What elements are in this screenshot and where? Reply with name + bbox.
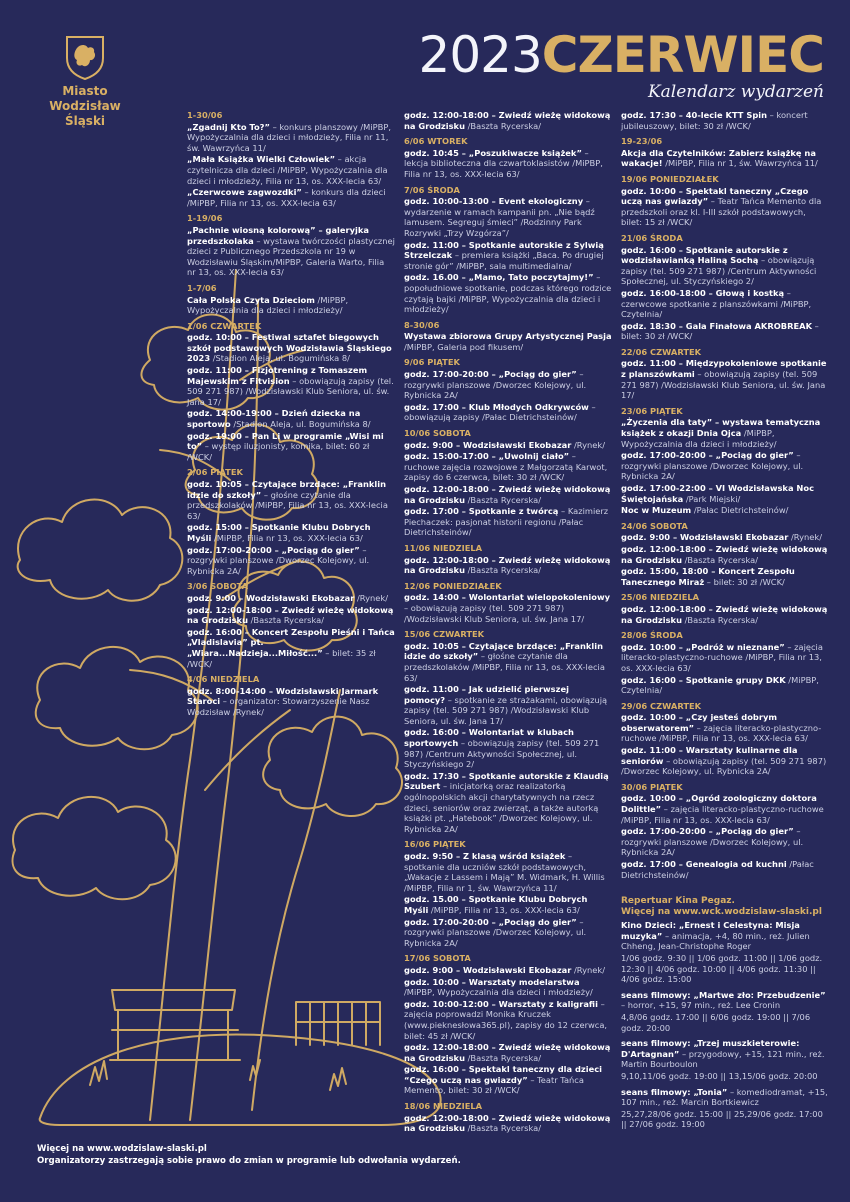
footer-link[interactable]: Więcej na www.wodzislaw-slaski.pl xyxy=(37,1144,207,1154)
event-item xyxy=(404,196,612,238)
event-title: godz. 10:05 – Czytające brzdące: „Franklin idzie do szkoły” xyxy=(187,479,386,500)
event-item xyxy=(187,187,395,208)
event-description: – Teatr Tańca Memento, bilet: 30 zł /WCK/ xyxy=(404,1074,584,1096)
event-item xyxy=(187,295,395,316)
city-name-line1: Miasto xyxy=(62,84,108,98)
page-subtitle: Kalendarz wydarzeń xyxy=(647,82,824,102)
tree-trunk xyxy=(252,690,340,1110)
event-title: godz. 8:00-14:00 – Wodzisławski Jarmark Staroci xyxy=(187,685,379,707)
cinema-item xyxy=(621,920,829,985)
event-day xyxy=(404,428,612,538)
event-day xyxy=(621,782,829,880)
event-item xyxy=(187,154,395,186)
event-description: /MiPBP, Filia nr 13, os. XXX-lecia 63/ xyxy=(211,532,363,543)
event-date-heading: 24/06 SOBOTA xyxy=(621,520,688,531)
event-title: Noc w Muzeum xyxy=(621,505,692,516)
foliage xyxy=(18,500,183,601)
film-showtimes: 9,10,11/06 godz. 19:00 || 13,15/06 godz. 20:00 xyxy=(621,1070,818,1081)
event-description: – zajęcia literacko-plastyczno-ruchowe /MiPBP, Filia nr 13, os. XXX-lecia 63/ xyxy=(621,641,823,673)
event-date-heading: 1-30/06 xyxy=(187,110,223,120)
event-day xyxy=(187,321,395,463)
event-item xyxy=(404,727,612,769)
event-item xyxy=(404,894,612,915)
event-day xyxy=(404,1101,612,1134)
event-day xyxy=(621,406,829,516)
event-date-heading: 19/06 PONIEDZIAŁEK xyxy=(621,173,719,184)
event-title: godz. 11:00 – Warsztaty kulinarne dla seniorów xyxy=(621,745,798,766)
event-title: godz. 16:00 – Koncert Zespołu Pieśni i Tańca „Vladislavia” pt. „Wiara...Nadzieja...Miłość...” xyxy=(187,626,395,658)
event-description: – czerwcowe spotkanie z planszówkami /MiPBP, Czytelnia/ xyxy=(621,287,812,320)
event-item xyxy=(404,965,612,976)
event-item xyxy=(187,593,395,604)
event-description: – Kazimierz Piechaczek: pasjonat historii regionu /Pałac Dietrichsteinów/ xyxy=(404,506,609,538)
event-description: /MiPBP, Wypożyczalnia dla dzieci i młodzieży/ xyxy=(621,428,777,449)
event-description: – rozgrywki planszowe /Dworzec Kolejowy, ul. Rybnicka 2A/ xyxy=(621,826,804,858)
event-description: /Rynek/ xyxy=(571,964,605,975)
event-day xyxy=(404,543,612,576)
event-title: godz. 11:00 – Jak udzielić pierwszej pomocy? xyxy=(404,684,569,705)
poster-header xyxy=(419,26,824,102)
foliage xyxy=(36,647,198,749)
event-day xyxy=(621,592,829,625)
event-description: /MiPBP, Filia nr 13, os. XXX-lecia 63/ xyxy=(428,904,580,915)
poster-footer xyxy=(37,1143,461,1167)
event-title: godz. 16:00 – Spotkanie grupy DKK xyxy=(621,674,786,685)
event-date-heading: 1-19/06 xyxy=(187,213,223,224)
cinema-film xyxy=(621,1087,829,1108)
event-item xyxy=(621,604,829,625)
event-title: Wystawa zbiorowa Grupy Artystycznej Pasja xyxy=(404,331,612,342)
event-description: /Rynek/ xyxy=(571,439,605,450)
event-item xyxy=(621,745,829,777)
cinema-item xyxy=(621,1038,829,1081)
event-item xyxy=(404,641,612,683)
event-day xyxy=(621,136,829,169)
event-description: – spotkanie ze strażakami, obowiązują zapisy (tel. 509 271 987) /Wodzisławski Klub Seniora, ul. św. Jana 17/ xyxy=(404,694,608,726)
event-item xyxy=(621,566,829,587)
event-day xyxy=(404,581,612,624)
event-day xyxy=(404,185,612,315)
event-title: godz. 9:50 – Z klasą wśród książek xyxy=(404,851,566,861)
event-title: godz. 15:00, 18:00 – Koncert Zespołu Tanecznego Miraż xyxy=(621,566,795,587)
event-title: godz. 12:00-18:00 – Zwiedź wieżę widokową na Grodzisku xyxy=(404,110,611,131)
event-day xyxy=(187,674,395,717)
event-item xyxy=(621,712,829,744)
event-item xyxy=(187,408,395,429)
event-description: – występ iluzjonisty, komika, bilet: 60 zł /WCK/ xyxy=(187,441,370,462)
event-description: – obowiązują zapisy /Pałac Dietrichsteinów/ xyxy=(404,401,596,423)
event-item xyxy=(187,225,395,278)
event-description: – zajęcia poprowadzi Monika Kruczek (www.pieknesłowa365.pl), zapisy do 12 czerwca, bilet: 45 zł /WCK/ xyxy=(404,998,608,1041)
event-description: /Park Miejski/ xyxy=(683,493,741,504)
event-title: godz. 10:00-13:00 – Event ekologiczny xyxy=(404,196,584,207)
event-item xyxy=(404,402,612,423)
event-title: godz. 17:00-20:00 – „Pociąg do gier” xyxy=(404,916,577,927)
event-item xyxy=(404,484,612,505)
cinema-link[interactable]: Więcej na www.wck.wodzislaw-slaski.pl xyxy=(621,907,822,918)
event-title: godz. 16:00 – Spektakl taneczny dla dzieci “Czego uczą nas gwiazdy” xyxy=(404,1064,602,1085)
event-item xyxy=(621,417,829,449)
film-title: seans filmowy: „Martwe zło: Przebudzenie” xyxy=(621,989,826,1000)
event-description: – obowiązują zapisy (tel. 509 271 987) /Wodzisławski Klub Seniora, ul. św. Jana 17/ xyxy=(404,602,585,624)
event-description: – bilet: 30 zł /WCK/ xyxy=(621,320,819,342)
event-item xyxy=(187,522,395,543)
event-title: godz. 10:00-12:00 – Warsztaty z kaligrafii xyxy=(404,998,598,1009)
event-title: godz. 15:00 – Spotkanie Klubu Dobrych Myśli xyxy=(187,522,371,543)
event-title: „Czerwcowe zagwozdki” xyxy=(187,187,302,198)
event-day xyxy=(404,110,612,131)
event-title: godz. 10:45 – „Poszukiwacze książek” xyxy=(404,147,582,158)
event-day xyxy=(187,213,395,278)
event-item xyxy=(187,431,395,463)
event-item xyxy=(404,555,612,576)
event-item xyxy=(404,1042,612,1063)
event-description: /MiPBP, Wypożyczalnia dla dzieci i młodzieży/ xyxy=(404,987,593,998)
event-description: – zajęcia literacko-plastyczno-ruchowe /MiPBP, Filia nr 13, os. XXX-lecia 63/ xyxy=(621,722,822,744)
event-item xyxy=(187,627,395,669)
event-title: godz. 14:00 – Wolontariat wielopokoleniowy xyxy=(404,592,611,603)
event-item xyxy=(187,122,395,154)
event-item xyxy=(404,506,612,538)
event-day xyxy=(187,110,395,208)
event-title: godz. 10:00 – „Podróż w nieznane” xyxy=(621,641,785,652)
event-date-heading: 12/06 PONIEDZIAŁEK xyxy=(404,580,502,591)
footer-disclaimer: Organizatorzy zastrzegają sobie prawo do zmian w programie lub odwołania wydarzeń. xyxy=(37,1156,461,1166)
event-date-heading: 6/06 WTOREK xyxy=(404,136,468,147)
event-description: – ruchowe zajęcia rozwojowe z Małgorzatą Karwot, zapisy do 6 czerwca, bilet: 30 zł /WCK/ xyxy=(404,451,608,483)
event-title: godz. 15:00-17:00 – „Uwolnij ciało” xyxy=(404,451,570,462)
event-item xyxy=(404,110,612,131)
event-date-heading: 1/06 CZWARTEK xyxy=(187,320,262,331)
event-item xyxy=(621,505,829,516)
events-column-3-list xyxy=(621,110,829,880)
event-title: godz. 11:00 – Międzypokoleniowe spotkanie z planszówkami xyxy=(621,358,827,380)
cinema-section xyxy=(621,896,829,1130)
event-title: godz. 12:00-18:00 – Zwiedź wieżę widokową na Grodzisku xyxy=(404,554,611,576)
event-title: „Zgadnij Kto To?” xyxy=(187,121,270,132)
event-title: „Życzenia dla taty” – wystawa tematyczna książek z okazji Dnia Ojca xyxy=(621,417,821,439)
cinema-film xyxy=(621,990,829,1011)
event-item xyxy=(404,592,612,624)
event-description: /MiPBP, Wypożyczalnia dla dzieci i młodzieży/ xyxy=(187,294,349,316)
event-title: godz. 9:00 – Wodzisławski Ekobazar xyxy=(404,964,572,975)
event-item xyxy=(621,245,829,287)
event-title: godz. 16:00-18:00 – Głową i kostką xyxy=(621,287,785,298)
event-day xyxy=(404,839,612,948)
event-item xyxy=(621,642,829,674)
event-title: godz. 17:30 – 40-lecie KTT Spin xyxy=(621,110,768,120)
event-day xyxy=(187,283,395,316)
event-title: godz. 12:00-18:00 – Zwiedź wieżę widokową na Grodzisku xyxy=(404,1112,611,1134)
city-crest-icon xyxy=(64,34,106,80)
event-description: – akcja czytelnicza dla dzieci /MiPBP, Wypożyczalnia dla dzieci i młodzieży, Filia nr 13, os. XXX-lecia 63/ xyxy=(187,154,388,186)
event-description: /Rynek/ xyxy=(354,592,388,603)
event-date-heading: 4/06 NIEDZIELA xyxy=(187,674,260,685)
event-item xyxy=(404,977,612,998)
event-description: /MiPBP, Galeria pod fikusem/ xyxy=(404,341,524,352)
event-date-heading: 9/06 PIĄTEK xyxy=(404,357,460,368)
event-item xyxy=(187,479,395,521)
event-title: godz. 10:00 – Festiwal sztafet biegowych szkół podstawowych Wodzisławia Śląskiego 2023 xyxy=(187,332,392,364)
event-title: godz. 10:00 – Spektakl taneczny „Czego uczą nas gwiazdy” xyxy=(621,185,809,207)
event-description: – popołudniowe spotkanie, podczas którego rodzice czytają bajki /MiPBP, Wypożyczalnia dla dzieci i młodzieży/ xyxy=(404,272,612,315)
event-description: /Rynek/ xyxy=(788,532,822,543)
event-description: /Baszta Rycerska/ xyxy=(464,494,542,505)
event-date-heading: 30/06 PIĄTEK xyxy=(621,781,683,792)
event-title: Cała Polska Czyta Dzieciom xyxy=(187,294,315,305)
event-description: /Baszta Rycerska/ xyxy=(247,615,325,626)
event-date-heading: 1-7/06 xyxy=(187,282,217,293)
cinema-item xyxy=(621,990,829,1033)
event-description: /Baszta Rycerska/ xyxy=(464,1123,542,1134)
event-item xyxy=(404,771,612,835)
event-date-heading: 17/06 SOBOTA xyxy=(404,953,471,964)
event-description: – bilet: 30 zł /WCK/ xyxy=(704,576,785,587)
event-item xyxy=(404,999,612,1041)
event-title: godz. 16.00 – „Mamo, Tato poczytajmy!” xyxy=(404,272,594,283)
event-item xyxy=(621,186,829,228)
event-day xyxy=(621,110,829,131)
event-day xyxy=(404,136,612,179)
event-item xyxy=(621,110,829,131)
event-item xyxy=(621,826,829,858)
events-column-1 xyxy=(187,110,395,722)
event-date-heading: 25/06 NIEDZIELA xyxy=(621,592,700,603)
event-description: – koncert jubileuszowy, bilet: 30 zł /WCK/ xyxy=(621,110,808,131)
event-description: – głośne czytanie dla przedszkolaków /MiPBP, Filia nr 13, os. XXX-lecia 63/ xyxy=(404,651,605,683)
event-title: godz. 9:00 – Wodzisławski Ekobazar xyxy=(621,532,789,543)
event-date-heading: 3/06 SOBOTA xyxy=(187,581,249,592)
event-item xyxy=(621,532,829,543)
event-date-heading: 8-30/06 xyxy=(404,319,440,330)
event-description: /Pałac Dietrichsteinów/ xyxy=(621,859,814,880)
event-day xyxy=(621,347,829,401)
event-title: godz. 16:00 – Spotkanie autorskie z wodzisławianką Haliną Sochą xyxy=(621,244,788,266)
event-date-heading: 15/06 CZWARTEK xyxy=(404,629,485,640)
event-date-heading: 10/06 SOBOTA xyxy=(404,428,471,439)
film-title: Kino Dzieci: „Ernest i Celestyna: Misja muzyka” xyxy=(621,920,800,941)
cinema-item xyxy=(621,1087,829,1130)
event-title: godz. 12:00-18:00 – Zwiedź wieżę widokową na Grodzisku xyxy=(621,603,828,625)
event-title: godz. 14:00-19:00 – Dzień dziecka na sportowo xyxy=(187,408,361,430)
event-date-heading: 18/06 NIEDZIELA xyxy=(404,1101,483,1112)
event-item xyxy=(621,288,829,320)
event-title: „Pachnie wiosną kolorową” – galeryjka przedszkolaka xyxy=(187,224,369,246)
event-title: Akcja dla Czytelników: Zabierz książkę na wakacje! xyxy=(621,147,816,169)
event-day xyxy=(187,467,395,576)
event-title: godz. 15.00 – Spotkanie Klubu Dobrych Myśli xyxy=(404,894,588,915)
event-title: godz. 12:00-18:00 – Zwiedź wieżę widokową na Grodzisku xyxy=(187,604,394,626)
film-description: – przygodowy, +15, 121 min., reż. Martin Bourboulon xyxy=(621,1048,825,1070)
event-title: godz. 10:00 – Warsztaty modelarstwa xyxy=(404,976,580,987)
grass xyxy=(90,1060,346,1090)
title-month: CZERWIEC xyxy=(541,26,824,84)
event-item xyxy=(404,917,612,949)
event-item xyxy=(404,684,612,726)
event-date-heading: 2/06 PIĄTEK xyxy=(187,467,243,478)
event-title: „Mała Książka Wielki Człowiek” xyxy=(187,154,336,165)
foliage xyxy=(13,797,176,899)
event-date-heading: 7/06 ŚRODA xyxy=(404,184,460,195)
event-description: – rozgrywki planszowe /Dworzec Kolejowy, ul. Rybnicka 2A/ xyxy=(621,450,804,482)
event-item xyxy=(404,440,612,451)
event-title: godz. 18:30 – Gala Finałowa AKROBREAK xyxy=(621,320,812,331)
event-title: godz. 12:00-18:00 – Zwiedź wieżę widokową na Grodzisku xyxy=(404,484,611,505)
event-item xyxy=(404,851,612,893)
cinema-film xyxy=(621,1038,829,1070)
title-year: 2023 xyxy=(418,26,542,84)
event-title: godz. 12:00-18:00 – Zwiedź wieżę widokową na Grodzisku xyxy=(404,1042,611,1063)
bench xyxy=(110,990,240,1060)
event-day xyxy=(404,629,612,834)
event-item xyxy=(404,331,612,352)
event-description: /MiPBP, Filia nr 1, św. Wawrzyńca 11/ xyxy=(662,158,818,169)
event-description: – obowiązują zapisy (tel. 509 271 987) /Wodzisławski Klub Seniora, ul. św. Jana 17/ xyxy=(621,369,826,401)
event-day xyxy=(621,521,829,588)
event-day xyxy=(621,233,829,342)
event-item xyxy=(404,148,612,180)
film-showtimes: 4,8/06 godz. 17:00 || 6/06 godz. 19:00 || 7/06 godz. 20:00 xyxy=(621,1011,811,1033)
event-title: godz. 17:00-22:00 – VI Wodzisławska Noc Świętojańska xyxy=(621,483,814,504)
event-description: /Baszta Rycerska/ xyxy=(464,1052,542,1063)
event-description: /Baszta Rycerska/ xyxy=(464,120,542,131)
event-description: – zajęcia literacko-plastyczno-ruchowe /MiPBP, Filia nr 13, os. XXX-lecia 63/ xyxy=(621,804,824,825)
event-title: godz. 10:00 – „Ogród zoologiczny doktora Dolittle” xyxy=(621,793,817,815)
event-item xyxy=(187,686,395,718)
event-description: – obowiązują zapisy (tel. 509 271 987) /Centrum Aktywności Społecznej, ul. Styczyńskiego 2/ xyxy=(404,738,600,770)
event-day xyxy=(621,174,829,228)
event-item xyxy=(404,451,612,483)
event-day xyxy=(404,357,612,423)
event-day xyxy=(404,320,612,353)
film-title: seans filmowy: „Trzej muszkieterowie: D'Artagnan” xyxy=(621,1038,800,1059)
event-description: /Pałac Dietrichsteinów/ xyxy=(691,505,789,516)
event-title: godz. 17:00-20:00 – „Pociąg do gier” xyxy=(621,450,794,461)
event-description: – organizator: Stowarzyszenie Nasz Wodzisław /Rynek/ xyxy=(187,696,370,717)
event-item xyxy=(621,450,829,482)
event-title: godz. 12:00-18:00 – Zwiedź wieżę widokową na Grodzisku xyxy=(621,543,828,565)
event-date-heading: 28/06 ŚRODA xyxy=(621,630,683,641)
event-description: – wydarzenie w ramach kampanii pn. „Nie bądź lamusem. Segreguj śmieci” /Rodzinny Park Rozrywki „Trzy Wzgórza”/ xyxy=(404,196,595,238)
event-item xyxy=(404,240,612,272)
event-title: godz. 11:00 – Fizjotrening z Tomaszem Majewskim z Fitvision xyxy=(187,365,368,386)
event-description: – obowiązują zapisy (tel. 509 271 987) /Dworzec Kolejowy, ul. Rybnicka 2A/ xyxy=(621,755,827,777)
event-item xyxy=(621,793,829,825)
event-day xyxy=(621,630,829,696)
event-item xyxy=(621,544,829,565)
event-title: godz. 19:00 – Pan Li w programie „Wisi mi to” xyxy=(187,430,384,452)
event-description: – inicjatorką oraz realizatorką ogólnopolskich akcji charytatywnych na rzecz dzieci, seniorów oraz zwierząt, a także autorką książki pt. „Hatebook” /Dworzec Kolejowy, ul. Rybnicka 2A/ xyxy=(404,781,599,834)
event-title: godz. 17:00-20:00 – „Pociąg do gier” xyxy=(404,369,577,380)
event-description: – wystawa twórczości plastycznej dzieci z Publicznego Przedszkola nr 19 w Wodzisławiu Śląskim/MiPBP, Galeria Warto, Filia nr 13, os. XXX-lecia 63/ xyxy=(187,235,395,278)
event-title: godz. 17:00 – Spotkanie z twórcą xyxy=(404,506,559,517)
event-item xyxy=(187,545,395,577)
event-description: – rozgrywki planszowe /Dworzec Kolejowy, ul. Rybnicka 2A/ xyxy=(404,369,587,401)
event-item xyxy=(621,358,829,400)
film-description: – animacja, +4, 80 min., reż. Julien Chheng, Jean-Christophe Roger xyxy=(621,930,810,952)
events-column-2 xyxy=(404,110,612,1139)
film-description: – komediodramat, +15, 107 min., reż. Marcin Bortkiewicz xyxy=(621,1086,828,1108)
event-description: – spotkanie dla uczniów szkół podstawowych, „Wakacje z Lassem i Mają” M. Widmark, H. Willis /MiPBP, Filia nr 1, św. Wawrzyńca 11/ xyxy=(404,851,605,893)
event-item xyxy=(404,1064,612,1096)
event-description: – bilet: 35 zł /WCK/ xyxy=(187,647,376,669)
event-title: godz. 10:00 – „Czy jesteś dobrym obserwatorem” xyxy=(621,712,778,733)
event-description: – głośne czytanie dla przedszkolaków /MiPBP, Filia nr 13, os. XXX-lecia 63/ xyxy=(187,489,388,521)
event-title: godz. 17:30 – Spotkanie autorskie z Klaudią Szubert xyxy=(404,770,609,792)
event-description: – obowiązują zapisy (tel. 509 271 987) /Wodzisławski Klub Seniora, ul. św. Jana 17/ xyxy=(187,375,394,407)
event-title: godz. 11:00 – Spotkanie autorskie z Sylwią Strzelczak xyxy=(404,239,604,261)
event-title: godz. 16:00 – Wolontariat w klubach sportowych xyxy=(404,727,574,749)
event-item xyxy=(187,365,395,407)
event-title: godz. 10:05 – Czytające brzdące: „Franklin idzie do szkoły” xyxy=(404,640,603,662)
event-date-heading: 19-23/06 xyxy=(621,136,663,147)
film-showtimes: 1/06 godz. 9:30 || 1/06 godz. 11:00 || 1/06 godz. 12:30 || 4/06 godz. 10:00 || 4/06 godz. 11:30 || 4/06 godz. 15:00 xyxy=(621,952,823,985)
event-description: – obowiązują zapisy (tel. 509 271 987) /Centrum Aktywności Społecznej, ul. Styczyńskiego 2/ xyxy=(621,255,817,287)
event-title: godz. 17:00-20:00 – „Pociąg do gier” xyxy=(621,826,794,837)
event-title: godz. 9:00 – Wodzisławski Ekobazar xyxy=(187,592,355,603)
city-logo xyxy=(30,34,140,129)
cinema-list xyxy=(621,920,829,1130)
event-item xyxy=(404,272,612,314)
event-description: /Baszta Rycerska/ xyxy=(464,565,542,576)
event-date-heading: 22/06 CZWARTEK xyxy=(621,346,702,357)
event-item xyxy=(621,675,829,696)
event-day xyxy=(187,581,395,669)
event-item xyxy=(187,605,395,626)
events-column-3 xyxy=(621,110,829,1135)
page-title xyxy=(419,26,824,84)
event-description: – rozgrywki planszowe /Dworzec Kolejowy, ul. Rybnicka 2A/ xyxy=(404,916,587,948)
film-description: – horror, +15, 97 min., reż. Lee Cronin xyxy=(621,1000,781,1011)
event-item xyxy=(621,148,829,169)
film-title: seans filmowy: „Tonia” xyxy=(621,1086,728,1097)
event-description: – Teatr Tańca Memento dla przedszkoli oraz kl. I-III szkół podstawowych, bilet: 15 zł /WCK/ xyxy=(621,196,822,228)
event-date-heading: 11/06 NIEDZIELA xyxy=(404,542,483,553)
event-title: godz. 17:00 – Genealogia od kuchni xyxy=(621,859,787,869)
event-description: – premiera książki „Baca. Po drugiej stronie gór” /MiPBP, sala multimedialna/ xyxy=(404,250,604,271)
event-description: /Stadion Aleja, ul. Bogumińska 8/ xyxy=(210,353,350,364)
cinema-heading: Repertuar Kina Pegaz. xyxy=(621,896,735,907)
event-item xyxy=(187,332,395,364)
event-item xyxy=(621,321,829,342)
event-date-heading: 16/06 PIĄTEK xyxy=(404,839,466,850)
event-title: godz. 17:00 – Klub Młodych Odkrywców xyxy=(404,401,589,412)
event-description: /Baszta Rycerska/ xyxy=(681,554,759,565)
film-showtimes: 25,27,28/06 godz. 15:00 || 25,29/06 godz. 17:00 || 27/06 godz. 19:00 xyxy=(621,1108,823,1130)
event-title: godz. 17:00-20:00 – „Pociąg do gier” xyxy=(187,544,360,555)
event-description: – konkurs dla dzieci /MiPBP, Filia nr 13, os. XXX-lecia 63/ xyxy=(187,187,386,208)
event-item xyxy=(404,1113,612,1134)
event-day xyxy=(404,953,612,1096)
cinema-film xyxy=(621,920,829,952)
event-date-heading: 29/06 CZWARTEK xyxy=(621,700,702,711)
event-title: godz. 9:00 – Wodzisławski Ekobazar xyxy=(404,439,572,450)
event-item xyxy=(621,483,829,504)
city-name-line2: Wodzisław Śląski xyxy=(49,99,121,128)
event-item xyxy=(621,859,829,880)
event-date-heading: 21/06 ŚRODA xyxy=(621,232,683,243)
event-description: /MiPBP, Czytelnia/ xyxy=(621,674,819,696)
event-date-heading: 23/06 PIĄTEK xyxy=(621,405,683,416)
event-description: – lekcja biblioteczna dla czwartoklasistów /MiPBP, Filia nr 13, os. XXX-lecia 63/ xyxy=(404,147,603,179)
event-item xyxy=(404,369,612,401)
event-description: – rozgrywki planszowe /Dworzec Kolejowy, ul. Rybnicka 2A/ xyxy=(187,544,370,576)
event-day xyxy=(621,701,829,777)
event-description: – konkurs planszowy /MiPBP, Wypożyczalnia dla dzieci i młodzieży, Filia nr 11, św. Wawrzyńca 11/ xyxy=(187,121,391,153)
event-description: /Stadion Aleja, ul. Bogumińska 8/ xyxy=(230,419,371,430)
event-description: /Baszta Rycerska/ xyxy=(681,614,759,625)
